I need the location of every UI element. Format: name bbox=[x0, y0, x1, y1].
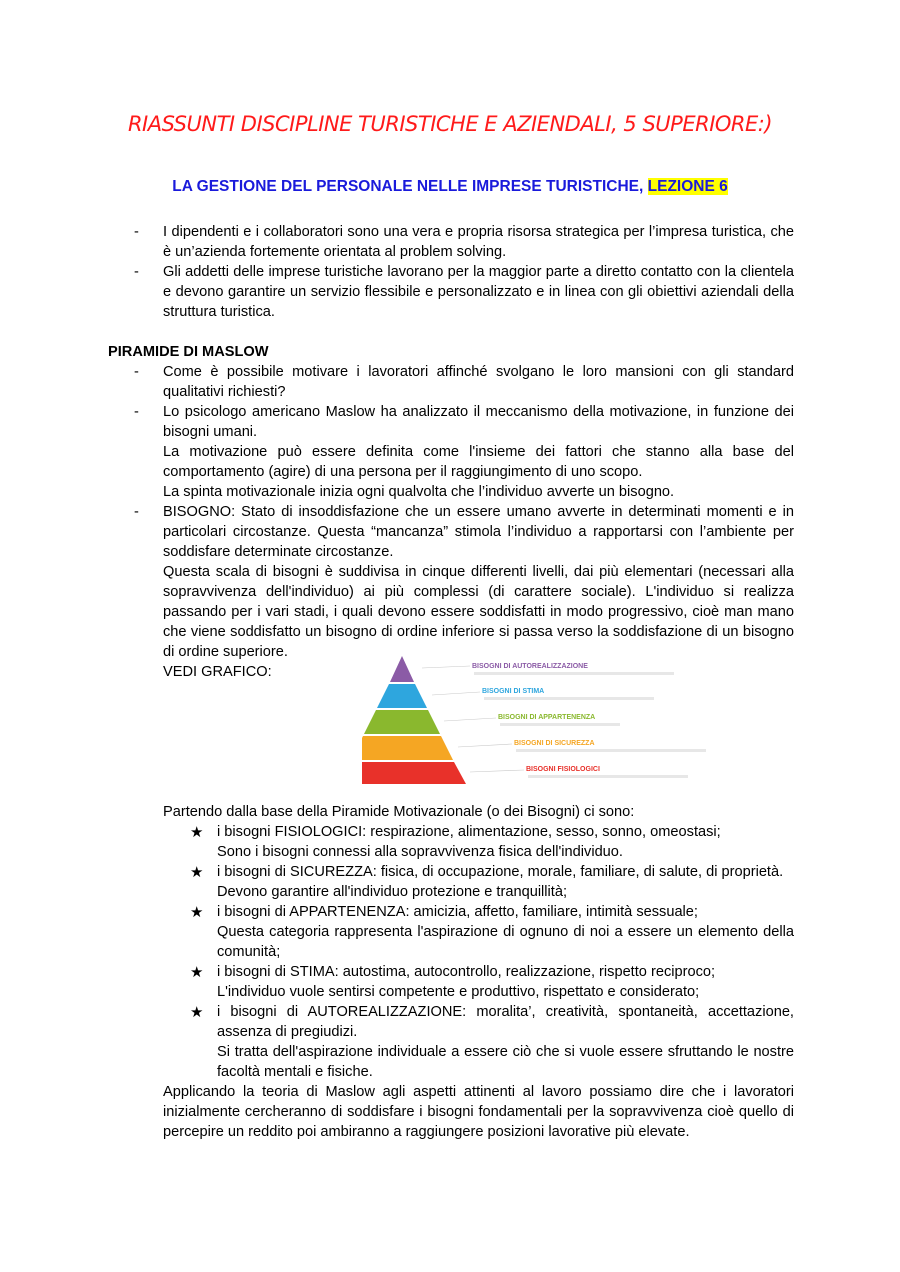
need-item bbox=[108, 962, 794, 982]
star-icon: ★ bbox=[190, 903, 204, 921]
intro-list bbox=[108, 222, 794, 322]
list-item bbox=[108, 262, 794, 322]
dash-bullet: - bbox=[134, 224, 139, 240]
list-item-text: Come è possibile motivare i lavoratori affinché svolgano le loro mansioni con gli standard qualitativi richiesti? bbox=[163, 364, 794, 400]
need-description: Si tratta dell'aspirazione individuale a essere ciò che si vuole essere sfruttando le nostre facoltà mentali e fisiche. bbox=[217, 1044, 794, 1080]
need-item bbox=[108, 862, 794, 882]
dash-bullet: - bbox=[134, 404, 139, 420]
star-icon: ★ bbox=[190, 963, 204, 981]
list-item bbox=[108, 362, 794, 402]
pyramid-label: BISOGNI DI SICUREZZA bbox=[514, 740, 595, 747]
star-icon: ★ bbox=[190, 863, 204, 881]
dash-bullet: - bbox=[134, 264, 139, 280]
paragraph: VEDI GRAFICO: bbox=[163, 664, 272, 680]
pyramid-label: BISOGNI DI STIMA bbox=[482, 688, 545, 695]
pyramid-label: BISOGNI FISIOLOGICI bbox=[526, 766, 600, 773]
pyramid-connector bbox=[432, 692, 480, 695]
lesson-subtitle bbox=[0, 178, 900, 196]
conclusion-paragraph: Applicando la teoria di Maslow agli aspetti attinenti al lavoro possiamo dire che i lavoratori inizialmente cercheranno di soddisfare i bisogni fondamentali per la sopravvivenza cioè quello di percepire un reddito poi ambiranno a raggiungere posizioni lavorative più elevate. bbox=[163, 1084, 794, 1140]
pyramid-label: BISOGNI DI APPARTENENZA bbox=[498, 714, 596, 721]
need-text: i bisogni di AUTOREALIZZAZIONE: moralita’, creatività, spontaneità, accettazione, assenza di pregiudizi. bbox=[217, 1004, 794, 1040]
list-item bbox=[108, 402, 794, 442]
pyramid-level-stima bbox=[377, 684, 427, 708]
paragraph: La motivazione può essere definita come l'insieme dei fattori che stanno alla base del comportamento (agire) di una persona per il raggiungimento di uno scopo. bbox=[163, 444, 794, 480]
need-text: i bisogni FISIOLOGICI: respirazione, alimentazione, sesso, sonno, omeostasi; bbox=[217, 824, 721, 840]
pyramid-level-autorealizzazione bbox=[390, 656, 414, 682]
pyramid-level-appartenenza bbox=[364, 710, 440, 734]
need-description: Sono i bisogni connessi alla sopravvivenza fisica dell'individuo. bbox=[217, 844, 623, 860]
list-item-text: I dipendenti e i collaboratori sono una vera e propria risorsa strategica per l’impresa turistica, che è un’azienda fortemente orientata al problem solving. bbox=[163, 224, 794, 260]
need-item bbox=[108, 822, 794, 842]
pyramid-connector bbox=[444, 718, 496, 721]
need-item bbox=[108, 902, 794, 922]
section-heading: PIRAMIDE DI MASLOW bbox=[108, 344, 269, 360]
need-text: i bisogni di STIMA: autostima, autocontrollo, realizzazione, rispetto reciproco; bbox=[217, 964, 716, 980]
star-icon: ★ bbox=[190, 823, 204, 841]
pyramid-connector bbox=[422, 666, 470, 668]
list-item-text: BISOGNO: Stato di insoddisfazione che un essere umano avverte in determinati momenti e in particolari circostanze. Questa “mancanza” stimola l’individuo a rapportarsi con l’ambiente per soddisfare determinate circostanze. bbox=[163, 504, 794, 560]
pyramid-connector bbox=[470, 770, 524, 772]
star-icon: ★ bbox=[190, 1003, 204, 1021]
need-description: Devono garantire all'individuo protezione e tranquillità; bbox=[217, 884, 568, 900]
subtitle-highlight: LEZIONE 6 bbox=[647, 178, 728, 195]
need-description: L'individuo vuole sentirsi competente e produttivo, rispettato e considerato; bbox=[217, 984, 700, 1000]
pyramid-level-sicurezza bbox=[362, 736, 453, 760]
need-text: i bisogni di APPARTENENZA: amicizia, affetto, familiare, intimità sessuale; bbox=[217, 904, 698, 920]
maslow-section bbox=[108, 342, 794, 682]
list-item-text: Gli addetti delle imprese turistiche lavorano per la maggior parte a diretto contatto con la clientela e devono garantire un servizio flessibile e personalizzato e in linea con gli obiettivi aziendali della struttura turistica. bbox=[163, 264, 794, 320]
need-text: i bisogni di SICUREZZA: fisica, di occupazione, morale, familiare, di salute, di proprietà. bbox=[217, 864, 784, 880]
paragraph: La spinta motivazionale inizia ogni qualvolta che l’individuo avverte un bisogno. bbox=[163, 484, 675, 500]
paragraph: Partendo dalla base della Piramide Motivazionale (o dei Bisogni) ci sono: bbox=[163, 804, 635, 820]
list-item bbox=[108, 502, 794, 562]
subtitle-text: LA GESTIONE DEL PERSONALE NELLE IMPRESE TURISTICHE, bbox=[172, 178, 644, 195]
document-title: RIASSUNTI DISCIPLINE TURISTICHE E AZIENDALI, 5 SUPERIORE:) bbox=[127, 112, 773, 136]
dash-bullet: - bbox=[134, 364, 139, 380]
maslow-pyramid-image bbox=[362, 652, 707, 787]
need-description: Questa categoria rappresenta l'aspirazione di ognuno di noi a essere un elemento della comunità; bbox=[217, 924, 794, 960]
dash-bullet: - bbox=[134, 504, 139, 520]
list-item-text: Lo psicologo americano Maslow ha analizzato il meccanismo della motivazione, in funzione dei bisogni umani. bbox=[163, 404, 794, 440]
paragraph: Questa scala di bisogni è suddivisa in cinque differenti livelli, dai più elementari (necessari alla sopravvivenza dell'individuo) ai più complessi (di carattere sociale). L'individuo si realizza passando per i vari stadi, i quali devono essere soddisfatti in modo progressivo, cioè man mano che viene soddisfatto un bisogno di ordine inferiore si passa verso la soddisfazione di un bisogno di ordine superiore. bbox=[163, 564, 794, 660]
pyramid-level-fisiologici bbox=[362, 762, 466, 784]
needs-section bbox=[108, 802, 794, 1142]
need-item bbox=[108, 1002, 794, 1042]
pyramid-label: BISOGNI DI AUTOREALIZZAZIONE bbox=[472, 663, 588, 670]
list-item bbox=[108, 222, 794, 262]
pyramid-connector bbox=[458, 744, 512, 747]
